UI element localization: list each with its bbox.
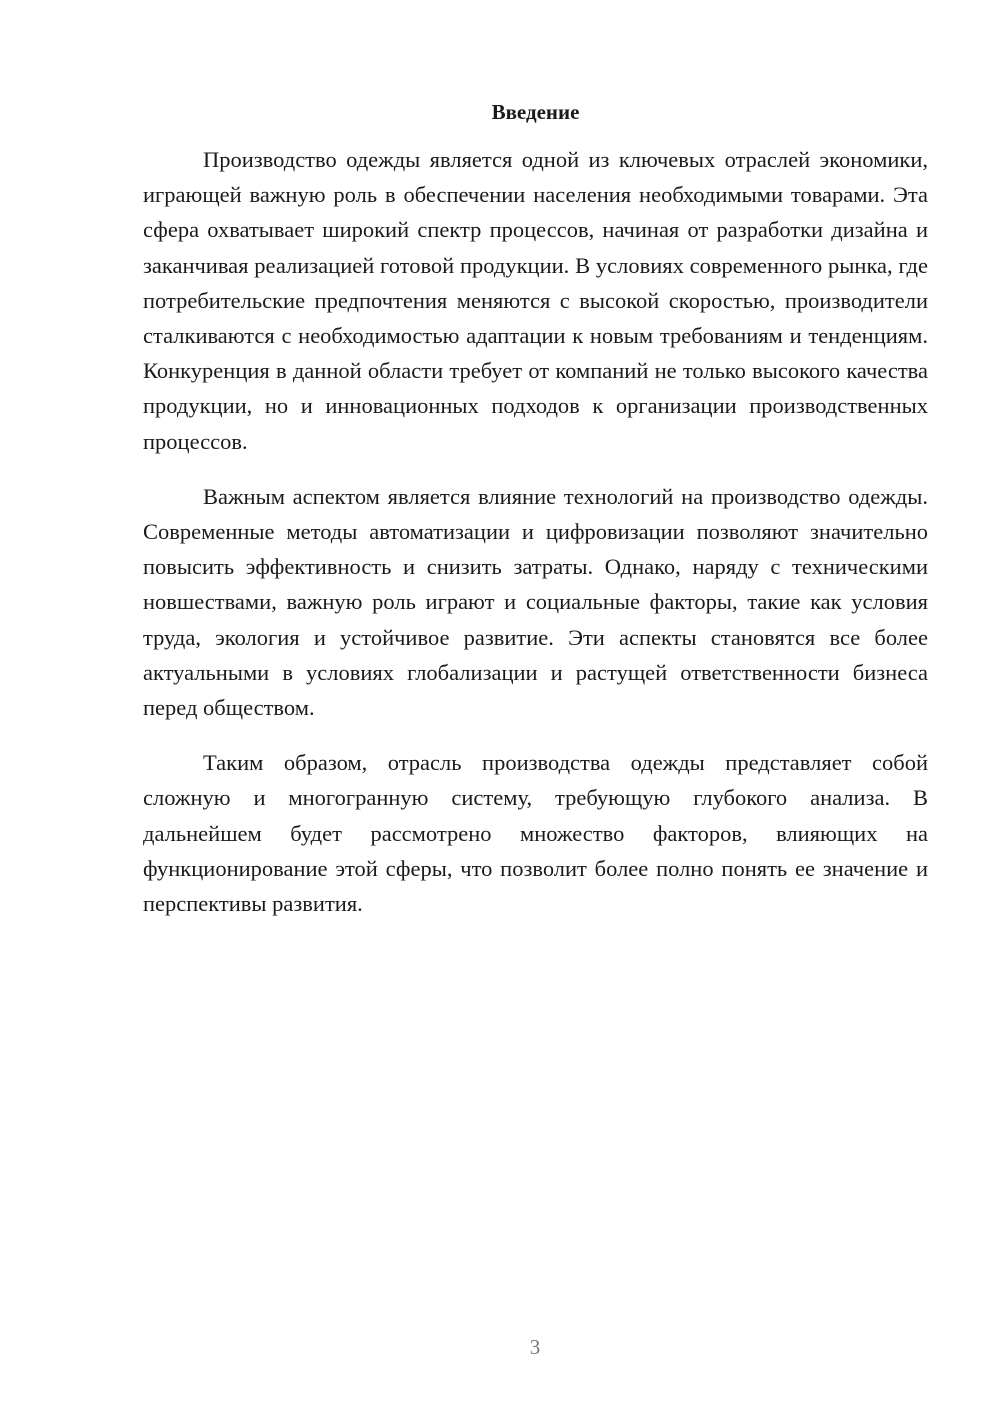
paragraph-2: Важным аспектом является влияние технологий на производство одежды. Современные методы автоматизации и цифровизации позволяют значительно повысить эффективность и снизить затраты. Однако, наряду с техническими новшествами, важную роль играют и социальные факторы, такие как условия труда, экология и устойчивое развитие. Эти аспекты становятся все более актуальными в условиях глобализации и растущей ответственности бизнеса перед обществом. [143, 483, 928, 721]
paragraph-3: Таким образом, отрасль производства одежды представляет собой сложную и многогранную систему, требующую глубокого анализа. В дальнейшем будет рассмотрено множество факторов, влияющих на функционирование этой сферы, что позволит более полно понять ее значение и перспективы развития. [143, 750, 928, 917]
section-heading: Введение [491, 100, 580, 124]
paragraph-1: Производство одежды является одной из ключевых отраслей экономики, играющей важную роль в обеспечении населения необходимыми товарами. Эта сфера охватывает широкий спектр процессов, начиная от разработки дизайна и заканчивая реализацией готовой продукции. В условиях современного рынка, где потребительские предпочтения меняются с высокой скоростью, производители сталкиваются с необходимостью адаптации к новым требованиям и тенденциям. Конкуренция в данной области требует от компаний не только высокого качества продукции, но и инновационных подходов к организации производственных процессов. [143, 147, 928, 454]
body-text [143, 142, 928, 941]
page-number: 3 [529, 1335, 541, 1359]
